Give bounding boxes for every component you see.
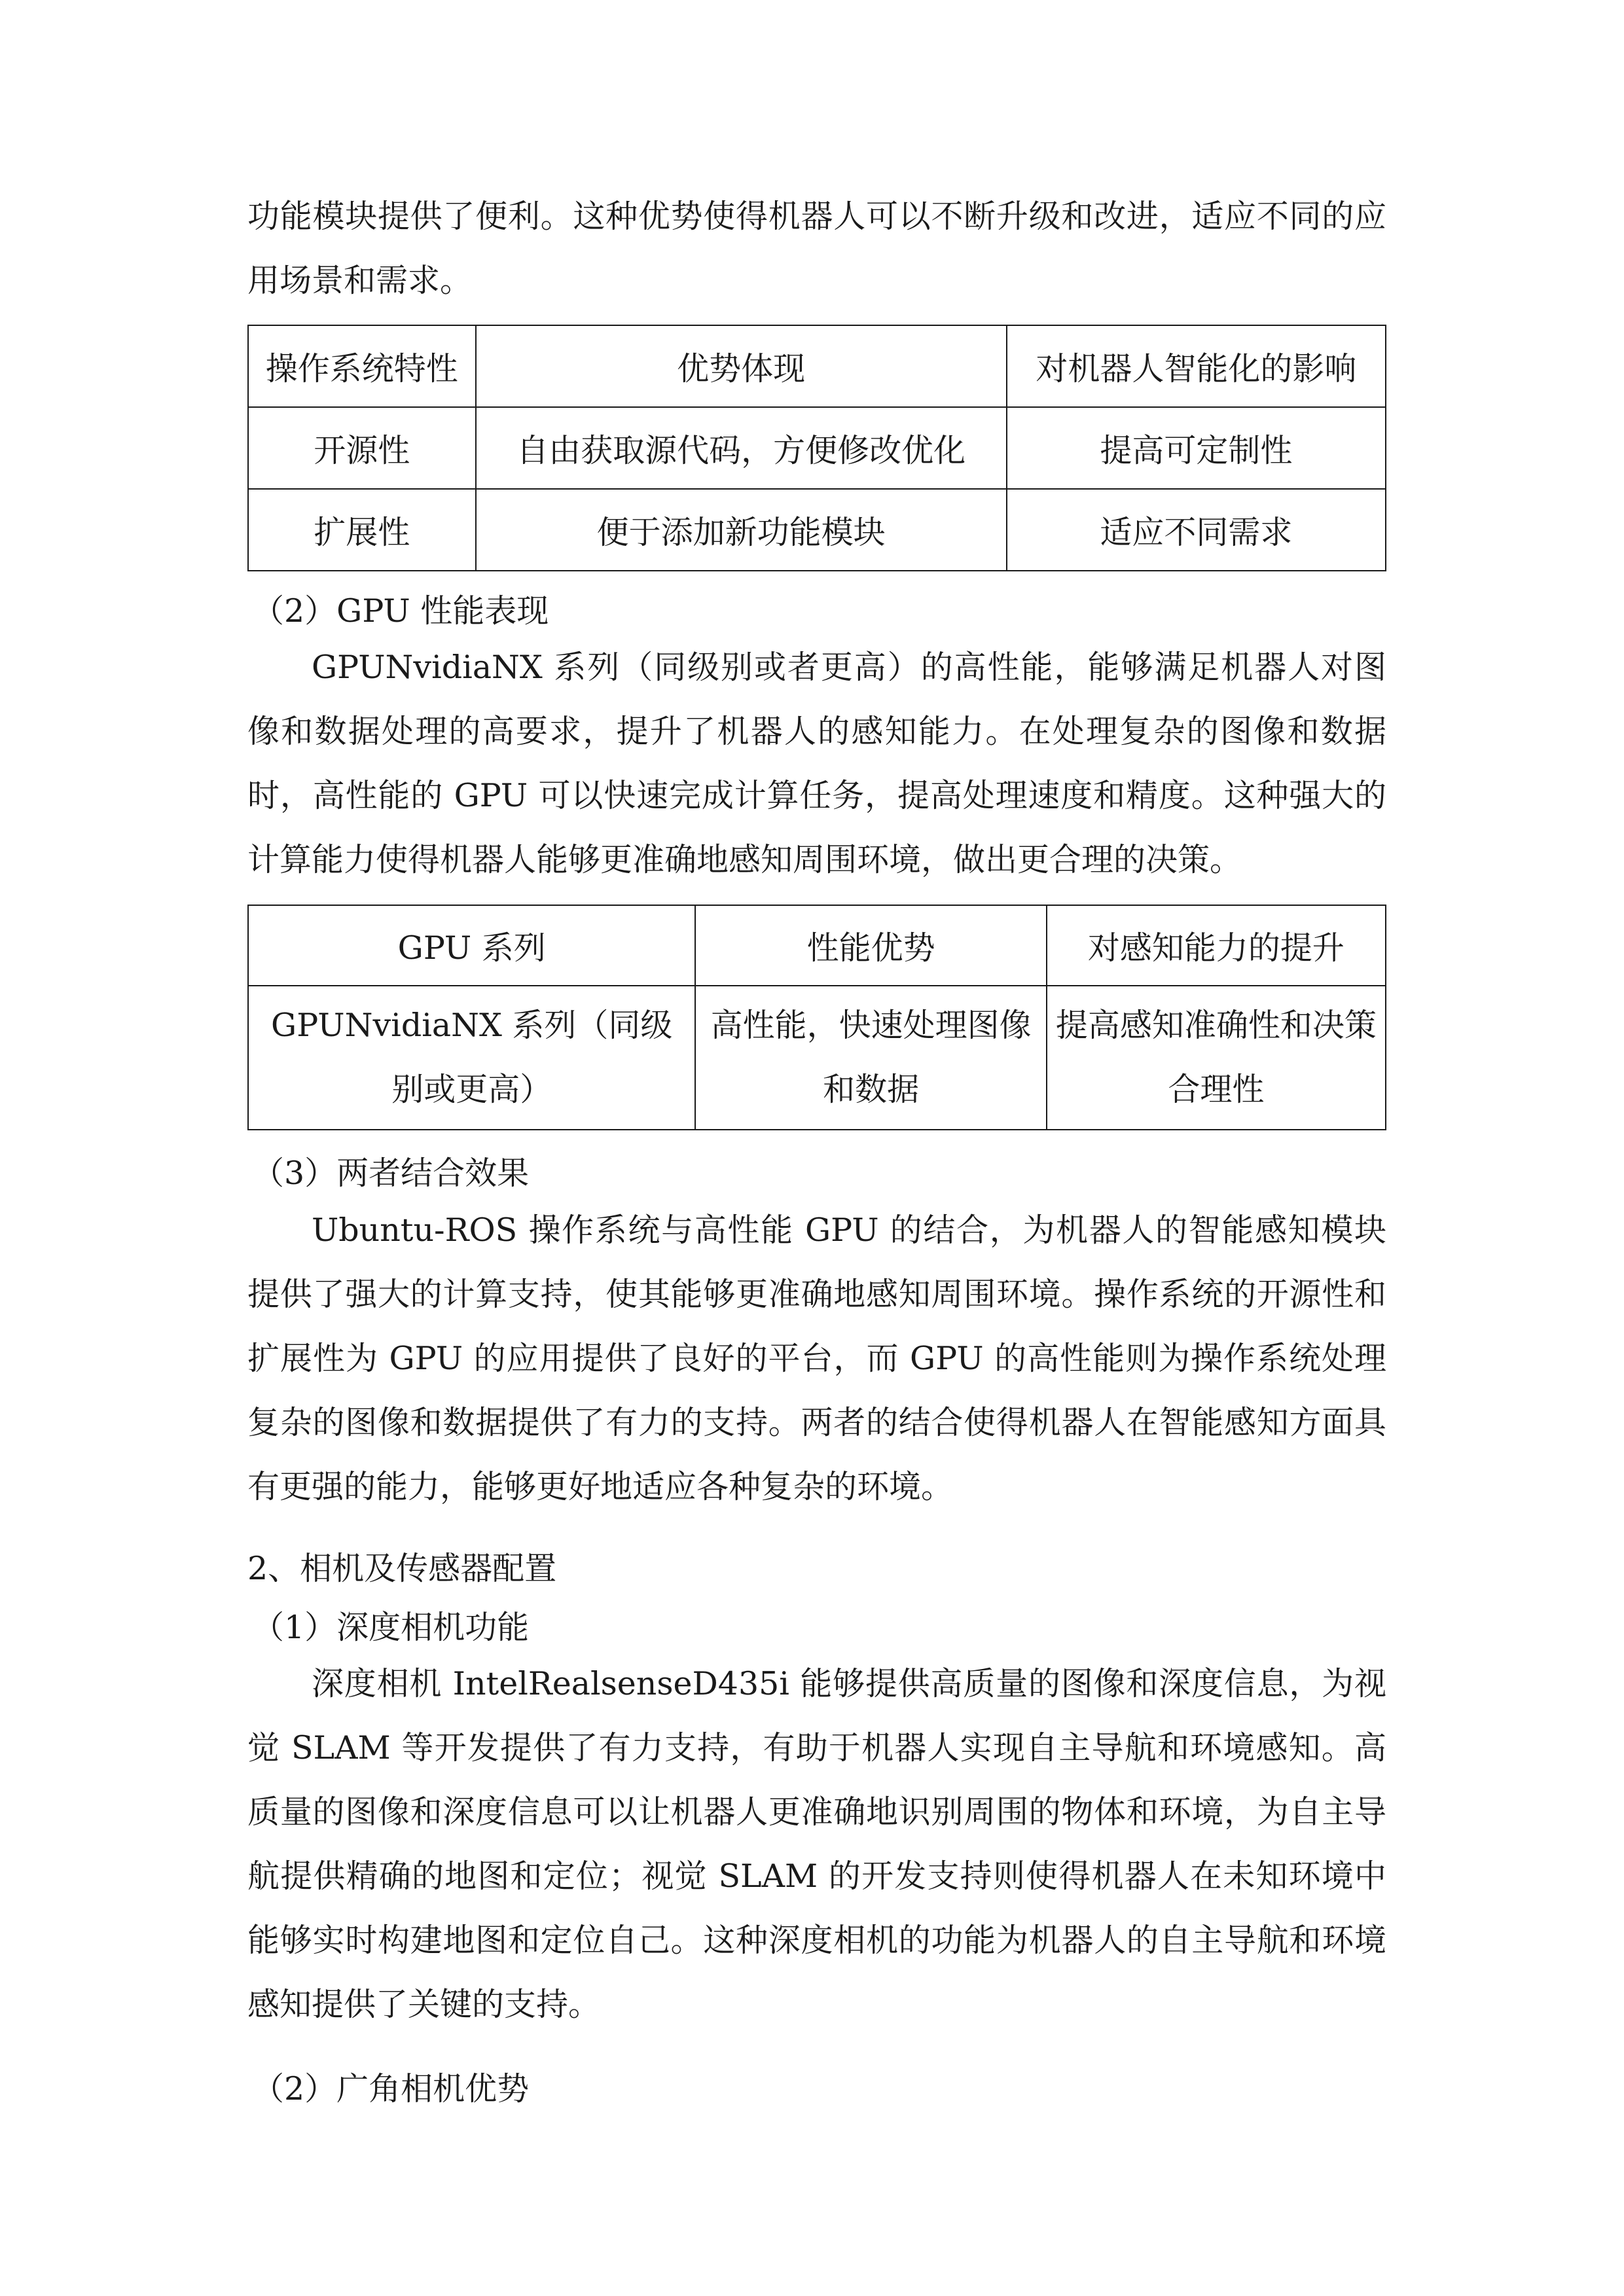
table-cell: 提高感知准确性和决策合理性 — [1047, 986, 1386, 1130]
table-cell: 便于添加新功能模块 — [476, 489, 1007, 571]
table-header-cell: GPU 系列 — [248, 905, 695, 986]
gpu-table — [247, 905, 1386, 1130]
os-features-table — [247, 325, 1386, 571]
table-row — [248, 986, 1386, 1130]
table-header-cell: 优势体现 — [476, 325, 1007, 407]
combined-paragraph: Ubuntu-ROS 操作系统与高性能 GPU 的结合，为机器人的智能感知模块提供了强大的计算支持，使其能够更准确地感知周围环境。操作系统的开源性和扩展性为 GPU 的应用提供了良好的平台，而 GPU 的高性能则为操作系统处理复杂的图像和数据提供了有力的支持。两者的结合使得机器人在智能感知方面具有更强的能力，能够更好地适应各种复杂的环境。 — [247, 1211, 1386, 1505]
subsection-heading-wide-camera: （2）广角相机优势 — [252, 2070, 530, 2108]
table-header-cell: 性能优势 — [695, 905, 1046, 986]
section-heading-camera: 2、相机及传感器配置 — [247, 1550, 557, 1587]
table-cell: 适应不同需求 — [1007, 489, 1386, 571]
table-header-cell: 对感知能力的提升 — [1047, 905, 1386, 986]
section-heading-gpu: （2）GPU 性能表现 — [252, 592, 549, 630]
table-header-row — [248, 905, 1386, 986]
table-cell: 高性能，快速处理图像和数据 — [695, 986, 1046, 1130]
gpu-paragraph: GPUNvidiaNX 系列（同级别或者更高）的高性能，能够满足机器人对图像和数据处理的高要求，提升了机器人的感知能力。在处理复杂的图像和数据时，高性能的 GPU 可以快速完成计算任务，提高处理速度和精度。这种强大的计算能力使得机器人能够更准确地感知周围环境，做出更合理的决策。 — [247, 649, 1386, 878]
table-row — [248, 407, 1386, 489]
table-header-row — [248, 325, 1386, 407]
table-cell: GPUNvidiaNX 系列（同级别或更高） — [248, 986, 695, 1130]
table-cell: 扩展性 — [248, 489, 476, 571]
table-cell: 开源性 — [248, 407, 476, 489]
table-row — [248, 489, 1386, 571]
table-cell: 自由获取源代码，方便修改优化 — [476, 407, 1007, 489]
subsection-heading-depth-camera: （1）深度相机功能 — [252, 1609, 530, 1646]
depth-camera-paragraph: 深度相机 IntelRealsenseD435i 能够提供高质量的图像和深度信息，为视觉 SLAM 等开发提供了有力支持，有助于机器人实现自主导航和环境感知。高质量的图像和深度信息可以让机器人更准确地识别周围的物体和环境，为自主导航提供精确的地图和定位；视觉 SLAM 的开发支持则使得机器人在未知环境中能够实时构建地图和定位自己。这种深度相机的功能为机器人的自主导航和环境感知提供了关键的支持。 — [247, 1665, 1386, 2023]
intro-paragraph: 功能模块提供了便利。这种优势使得机器人可以不断升级和改进，适应不同的应用场景和需求。 — [247, 198, 1386, 299]
section-heading-combined: （3）两者结合效果 — [252, 1155, 530, 1192]
table-header-cell: 操作系统特性 — [248, 325, 476, 407]
table-cell: 提高可定制性 — [1007, 407, 1386, 489]
table-header-cell: 对机器人智能化的影响 — [1007, 325, 1386, 407]
